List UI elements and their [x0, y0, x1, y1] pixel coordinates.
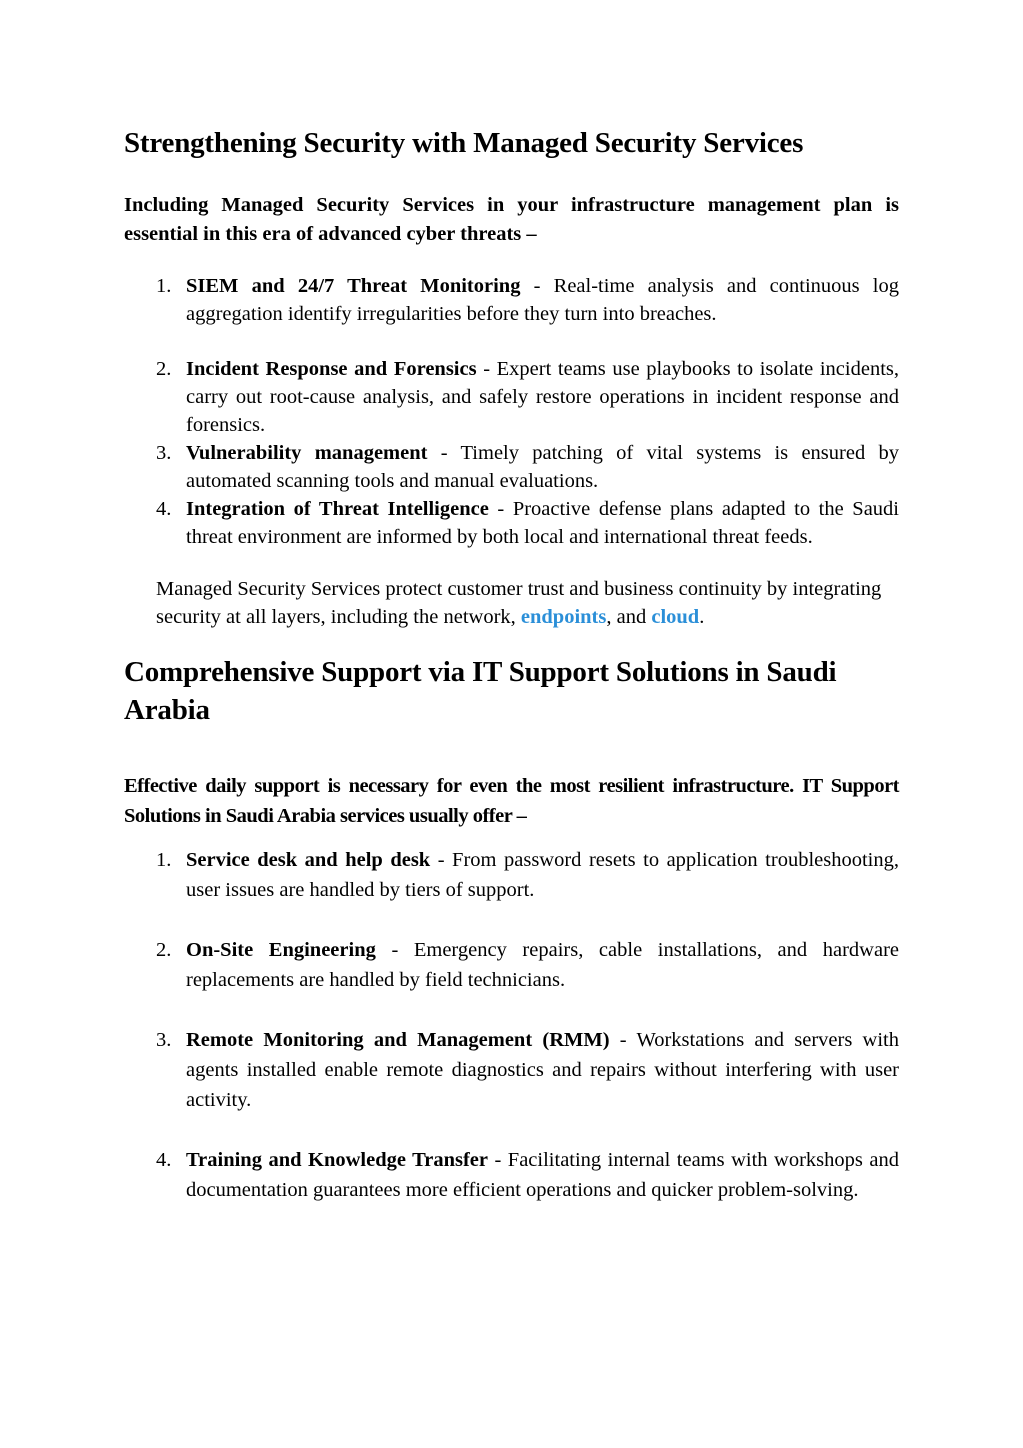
list-item	[124, 355, 899, 439]
list-number: 4.	[156, 1149, 172, 1171]
list-number: 3.	[156, 1029, 172, 1051]
closing-text: Managed Security Services protect customer trust and business continuity by integrating security at all layers, including the network,	[156, 578, 882, 628]
list-number: 4.	[156, 498, 172, 520]
list-number: 1.	[156, 849, 172, 871]
list-number: 1.	[156, 275, 172, 297]
item-title: SIEM and 24/7 Threat Monitoring	[186, 275, 521, 297]
list-item	[124, 439, 899, 495]
document-page	[124, 0, 899, 1205]
section1-heading: Strengthening Security with Managed Security Services	[124, 127, 804, 159]
section2-intro: Effective daily support is necessary for even the most resilient infrastructure. IT Support Solutions in Saudi Arabia services usually offer –	[124, 775, 899, 827]
list-item	[124, 935, 899, 995]
closing-between: , and	[606, 606, 652, 628]
section2-list	[124, 845, 899, 1205]
item-title: Integration of Threat Intelligence	[186, 498, 489, 520]
cloud-link[interactable]: cloud	[651, 606, 700, 628]
list-number: 3.	[156, 442, 172, 464]
item-title: Remote Monitoring and Management (RMM)	[186, 1029, 610, 1051]
list-item	[124, 272, 899, 328]
item-title: Incident Response and Forensics	[186, 358, 477, 380]
section1-closing	[156, 575, 899, 631]
item-title: Service desk and help desk	[186, 849, 431, 871]
item-text: - Timely patching of vital systems is ensured by automated scanning tools and manual evaluations.	[186, 442, 899, 492]
item-title: Vulnerability management	[186, 442, 428, 464]
item-text: - From password resets to application troubleshooting, user issues are handled by tiers of support.	[186, 849, 899, 901]
item-text: - Expert teams use playbooks to isolate incidents, carry out root-cause analysis, and safely restore operations in incident response and forensics.	[186, 358, 900, 436]
section1-intro: Including Managed Security Services in your infrastructure management plan is essential in this era of advanced cyber threats –	[124, 194, 899, 245]
list-item	[124, 495, 899, 551]
list-item	[124, 1145, 899, 1205]
list-item	[124, 845, 899, 905]
item-text: - Facilitating internal teams with workshops and documentation guarantees more efficient operations and quicker problem-solving.	[186, 1149, 899, 1201]
item-text: - Real-time analysis and continuous log aggregation identify irregularities before they turn into breaches.	[186, 275, 899, 325]
list-item	[124, 1025, 899, 1115]
section2-heading: Comprehensive Support via IT Support Solutions in Saudi Arabia	[124, 656, 837, 726]
endpoints-link[interactable]: endpoints	[520, 606, 607, 628]
item-title: Training and Knowledge Transfer	[186, 1149, 488, 1171]
item-text: - Proactive defense plans adapted to the Saudi threat environment are informed by both local and international threat feeds.	[186, 498, 900, 548]
item-text: - Workstations and servers with agents installed enable remote diagnostics and repairs without interfering with user activity.	[186, 1029, 900, 1111]
item-title: On-Site Engineering	[186, 939, 376, 961]
list-number: 2.	[156, 939, 172, 961]
list-number: 2.	[156, 358, 172, 380]
section1-list	[124, 272, 899, 551]
closing-end: .	[699, 606, 705, 628]
item-text: - Emergency repairs, cable installations, and hardware replacements are handled by field technicians.	[186, 939, 899, 991]
